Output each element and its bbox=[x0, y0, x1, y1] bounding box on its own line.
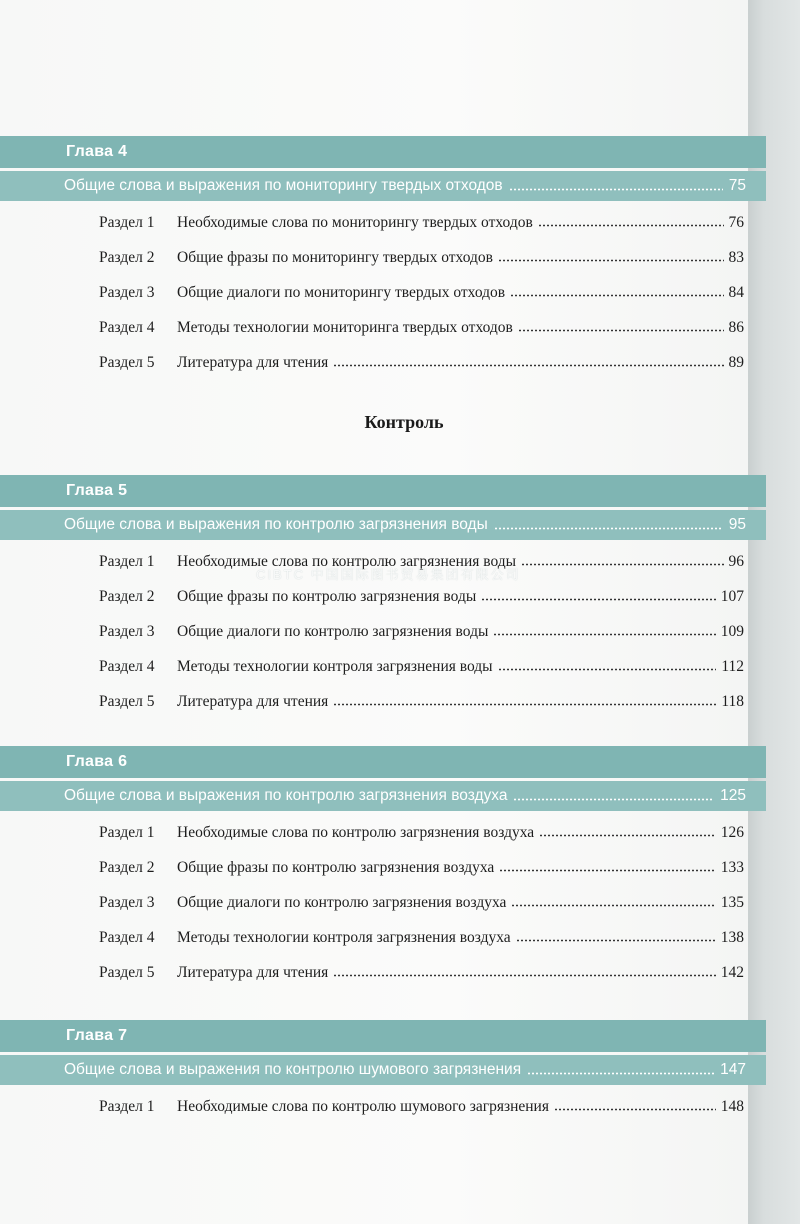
section-label: Раздел 4 bbox=[99, 318, 155, 336]
chapter-subtitle: Общие слова и выражения по контролю загрязнения воздуха bbox=[64, 787, 508, 804]
dot-leader bbox=[498, 259, 724, 262]
section-title: Необходимые слова по мониторингу твердых отходов bbox=[177, 213, 533, 231]
chapter-5 bbox=[0, 475, 766, 719]
toc-entry[interactable] bbox=[0, 955, 766, 990]
section-title: Необходимые слова по контролю загрязнения воздуха bbox=[177, 823, 535, 841]
page-number: 84 bbox=[728, 283, 744, 301]
section-label: Раздел 4 bbox=[99, 928, 155, 946]
page-number: 125 bbox=[720, 787, 746, 804]
section-label: Раздел 3 bbox=[99, 893, 155, 911]
dot-leader bbox=[539, 834, 716, 837]
dot-leader bbox=[509, 188, 723, 191]
page-number: 96 bbox=[728, 552, 744, 570]
section-label: Раздел 2 bbox=[99, 248, 155, 266]
section-title: Общие фразы по контролю загрязнения воды bbox=[177, 587, 477, 605]
section-title: Необходимые слова по контролю шумового загрязнения bbox=[177, 1097, 549, 1115]
page-number: 89 bbox=[728, 353, 744, 371]
toc-entry[interactable] bbox=[0, 205, 766, 240]
section-label: Раздел 2 bbox=[99, 858, 155, 876]
dot-leader bbox=[511, 904, 715, 907]
part-title: Контроль bbox=[364, 412, 444, 432]
toc-entry[interactable] bbox=[0, 345, 766, 380]
toc-entry[interactable] bbox=[0, 850, 766, 885]
section-title: Общие фразы по контролю загрязнения воздуха bbox=[177, 858, 495, 876]
section-title: Методы технологии контроля загрязнения воздуха bbox=[177, 928, 511, 946]
section-title: Литература для чтения bbox=[177, 692, 329, 710]
dot-leader bbox=[333, 364, 723, 367]
section-title: Литература для чтения bbox=[177, 963, 329, 981]
chapter-subtitle: Общие слова и выражения по контролю загрязнения воды bbox=[64, 516, 488, 533]
section-label: Раздел 1 bbox=[99, 213, 155, 231]
page-number: 76 bbox=[728, 213, 744, 231]
section-title: Общие фразы по мониторингу твердых отходов bbox=[177, 248, 493, 266]
section-title: Общие диалоги по мониторингу твердых отходов bbox=[177, 283, 506, 301]
watermark: CIBTC 中国国际图书贸易集团有限公司 bbox=[256, 567, 521, 582]
dot-leader bbox=[493, 633, 715, 636]
dot-leader bbox=[521, 563, 723, 566]
page-number: 133 bbox=[720, 858, 744, 876]
dot-leader bbox=[513, 798, 714, 801]
section-label: Раздел 3 bbox=[99, 283, 155, 301]
section-title: Общие диалоги по контролю загрязнения воздуха bbox=[177, 893, 507, 911]
section-label: Раздел 2 bbox=[99, 587, 155, 605]
dot-leader bbox=[499, 869, 715, 872]
toc-entry[interactable] bbox=[0, 310, 766, 345]
chapter-4 bbox=[0, 136, 766, 380]
section-title: Необходимые слова по контролю загрязнения воды bbox=[177, 552, 517, 570]
toc-entry[interactable] bbox=[0, 1089, 766, 1124]
page-number: 112 bbox=[721, 657, 744, 675]
section-label: Раздел 1 bbox=[99, 1097, 155, 1115]
page-number: 147 bbox=[720, 1061, 746, 1078]
section-label: Раздел 1 bbox=[99, 552, 155, 570]
toc-entry[interactable] bbox=[0, 275, 766, 310]
chapter-heading: Глава 6 bbox=[0, 746, 766, 778]
page-number: 107 bbox=[720, 587, 744, 605]
dot-leader bbox=[333, 974, 715, 977]
section-label: Раздел 4 bbox=[99, 657, 155, 675]
dot-leader bbox=[516, 939, 716, 942]
section-title: Методы технологии мониторинга твердых отходов bbox=[177, 318, 513, 336]
chapter-7 bbox=[0, 1020, 766, 1124]
page-number: 75 bbox=[728, 177, 746, 194]
chapter-heading: Глава 7 bbox=[0, 1020, 766, 1052]
section-label: Раздел 3 bbox=[99, 622, 155, 640]
toc-entry[interactable] bbox=[0, 920, 766, 955]
dot-leader bbox=[518, 329, 724, 332]
dot-leader bbox=[554, 1108, 716, 1111]
section-title: Методы технологии контроля загрязнения воды bbox=[177, 657, 493, 675]
section-label: Раздел 1 bbox=[99, 823, 155, 841]
toc-entry[interactable] bbox=[0, 649, 766, 684]
page-number: 109 bbox=[720, 622, 744, 640]
page-number: 135 bbox=[720, 893, 744, 911]
dot-leader bbox=[527, 1072, 714, 1075]
dot-leader bbox=[333, 703, 716, 706]
dot-leader bbox=[498, 668, 717, 671]
chapter-subtitle-entry[interactable] bbox=[0, 1055, 766, 1085]
page-number: 118 bbox=[721, 692, 744, 710]
page-number: 126 bbox=[720, 823, 744, 841]
section-title: Общие диалоги по контролю загрязнения воды bbox=[177, 622, 489, 640]
section-title: Литература для чтения bbox=[177, 353, 329, 371]
page-number: 142 bbox=[720, 963, 744, 981]
toc-entry[interactable] bbox=[0, 885, 766, 920]
section-label: Раздел 5 bbox=[99, 963, 155, 981]
toc-entry[interactable] bbox=[0, 579, 766, 614]
chapter-subtitle: Общие слова и выражения по контролю шумового загрязнения bbox=[64, 1061, 522, 1078]
dot-leader bbox=[510, 294, 723, 297]
toc-entry[interactable] bbox=[0, 614, 766, 649]
chapter-subtitle: Общие слова и выражения по мониторингу твердых отходов bbox=[64, 177, 503, 194]
section-label: Раздел 5 bbox=[99, 692, 155, 710]
toc-entry[interactable] bbox=[0, 684, 766, 719]
chapter-subtitle-entry[interactable] bbox=[0, 781, 766, 811]
page-number: 148 bbox=[720, 1097, 744, 1115]
dot-leader bbox=[481, 598, 715, 601]
page-number: 95 bbox=[728, 516, 746, 533]
chapter-subtitle-entry[interactable] bbox=[0, 510, 766, 540]
chapter-subtitle-entry[interactable] bbox=[0, 171, 766, 201]
page-number: 138 bbox=[720, 928, 744, 946]
chapter-heading: Глава 5 bbox=[0, 475, 766, 507]
chapter-heading: Глава 4 bbox=[0, 136, 766, 168]
toc-entry[interactable] bbox=[0, 240, 766, 275]
page-number: 86 bbox=[728, 318, 744, 336]
toc-entry[interactable] bbox=[0, 815, 766, 850]
dot-leader bbox=[494, 527, 723, 530]
chapter-6 bbox=[0, 746, 766, 990]
page-number: 83 bbox=[728, 248, 744, 266]
section-label: Раздел 5 bbox=[99, 353, 155, 371]
dot-leader bbox=[538, 224, 724, 227]
